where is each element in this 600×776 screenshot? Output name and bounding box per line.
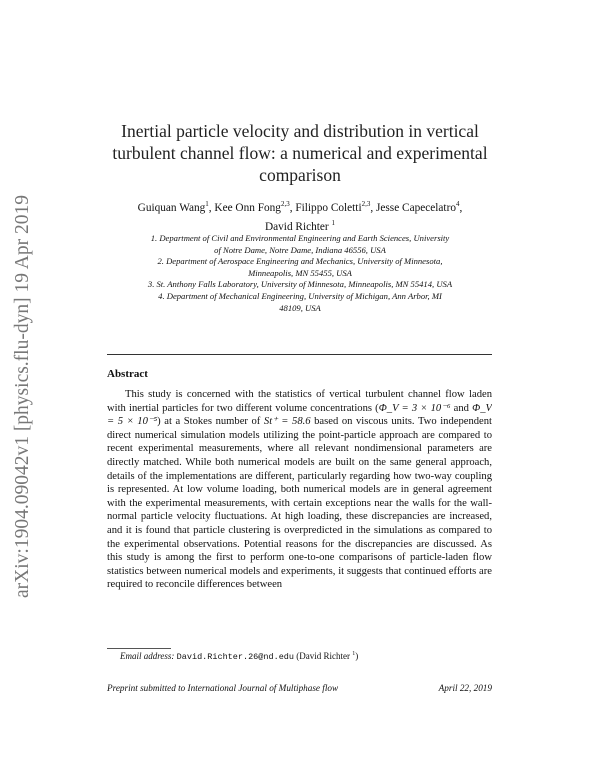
email-label: Email address: [120,651,175,661]
footnote-email [120,651,358,662]
affiliation-line: 4. Department of Mechanical Engineering, University of Michigan, Ann Arbor, MI [158,290,442,301]
email-owner-mark: 1 [352,651,356,657]
author-affiliation-mark: 1 [331,218,335,227]
preprint-date: April 22, 2019 [438,683,492,693]
affiliation-line: 48109, USA [279,302,321,313]
volume-concentration-high: Φ_V = 5 × 10⁻⁵ [107,402,492,428]
affiliation-line: of Notre Dame, Notre Dame, Indiana 46556, USA [214,244,386,255]
author-name: Guiquan Wang [137,201,206,214]
abstract-heading: Abstract [107,368,148,380]
abstract-text: based on viscous units. Two independent direct numerical simulation models utilizing the point-particle approach are compared to recent experimental measurements, where all relevant nondimensional parameters are directly matched. While both numerical models are built on the same general approach, details of the implementations are different, particularly regarding how two-way coupling is represented. At low volume loading, both numerical models are in general agreement with the experimental measurements, with certain exceptions near the walls for the wall-normal particle velocity fluctuations. At high loading, these discrepancies are increased, and it is found that particle clustering is overpredicted in the simulations as compared to the experimental observations. Potential reasons for the discrepancies are discussed. As this study is among the first to perform one-to-one comparisons of particle-laden flow statistics between numerical models and experiments, it suggests that continued efforts are required to reconcile differences between [107,416,492,591]
author-name: David Richter [264,220,329,233]
title-line: turbulent channel flow: a numerical and experimental [112,143,488,163]
footnote-divider [107,648,171,649]
affiliation-line: 3. St. Anthony Falls Laboratory, University of Minnesota, Minneapolis, MN 55414, USA [147,279,453,290]
affiliation-line: 2. Department of Aerospace Engineering and Mechanics, University of Minnesota, [157,256,443,267]
author-name: Kee Onn Fong [214,201,281,214]
paper-title [100,120,500,186]
author-name: Filippo Coletti [295,201,362,214]
preprint-note: Preprint submitted to International Journal of Multiphase flow [107,683,339,693]
author-affiliation-mark: 4 [455,200,460,208]
affiliation-list [106,233,494,314]
email-owner: (David Richter [296,651,350,661]
title-line: Inertial particle velocity and distribution in vertical [121,121,479,141]
volume-concentration-low: Φ_V = 3 × 10⁻⁶ [378,402,451,414]
abstract-text: ) at a Stokes number of [157,416,264,428]
title-line: comparison [259,165,341,185]
abstract-body [107,388,492,638]
author-list: Guiquan Wang$^1$, Kee Onn Fong$^{2,3}$, Filippo Coletti$^{2,3}$, Jesse Capecelatro$^4$, David Richter $^1$ [137,200,463,233]
author-affiliation-mark: 2,3 [361,200,371,208]
abstract-text: and [450,402,473,414]
stokes-number: St⁺ = 58.6 [263,416,311,428]
affiliation-line: 1. Department of Civil and Environmental Engineering and Earth Sciences, University [150,233,450,243]
section-divider [107,354,492,355]
author-affiliation-mark: 1 [205,200,209,208]
email-address: David.Richter.26@nd.edu [176,652,294,662]
author-name: Jesse Capecelatro [376,201,456,214]
arxiv-identifier: arXiv:1904.09042v1 [physics.flu-dyn] 19 Apr 2019 [12,195,33,598]
abstract-text: This study is concerned with the statistics of vertical turbulent channel flow laden with inertial particles for two different volume concentrations ( [107,389,492,414]
affiliation-line: Minneapolis, MN 55455, USA [248,267,352,278]
email-close: ) [355,651,359,661]
author-affiliation-mark: 2,3 [280,200,290,208]
